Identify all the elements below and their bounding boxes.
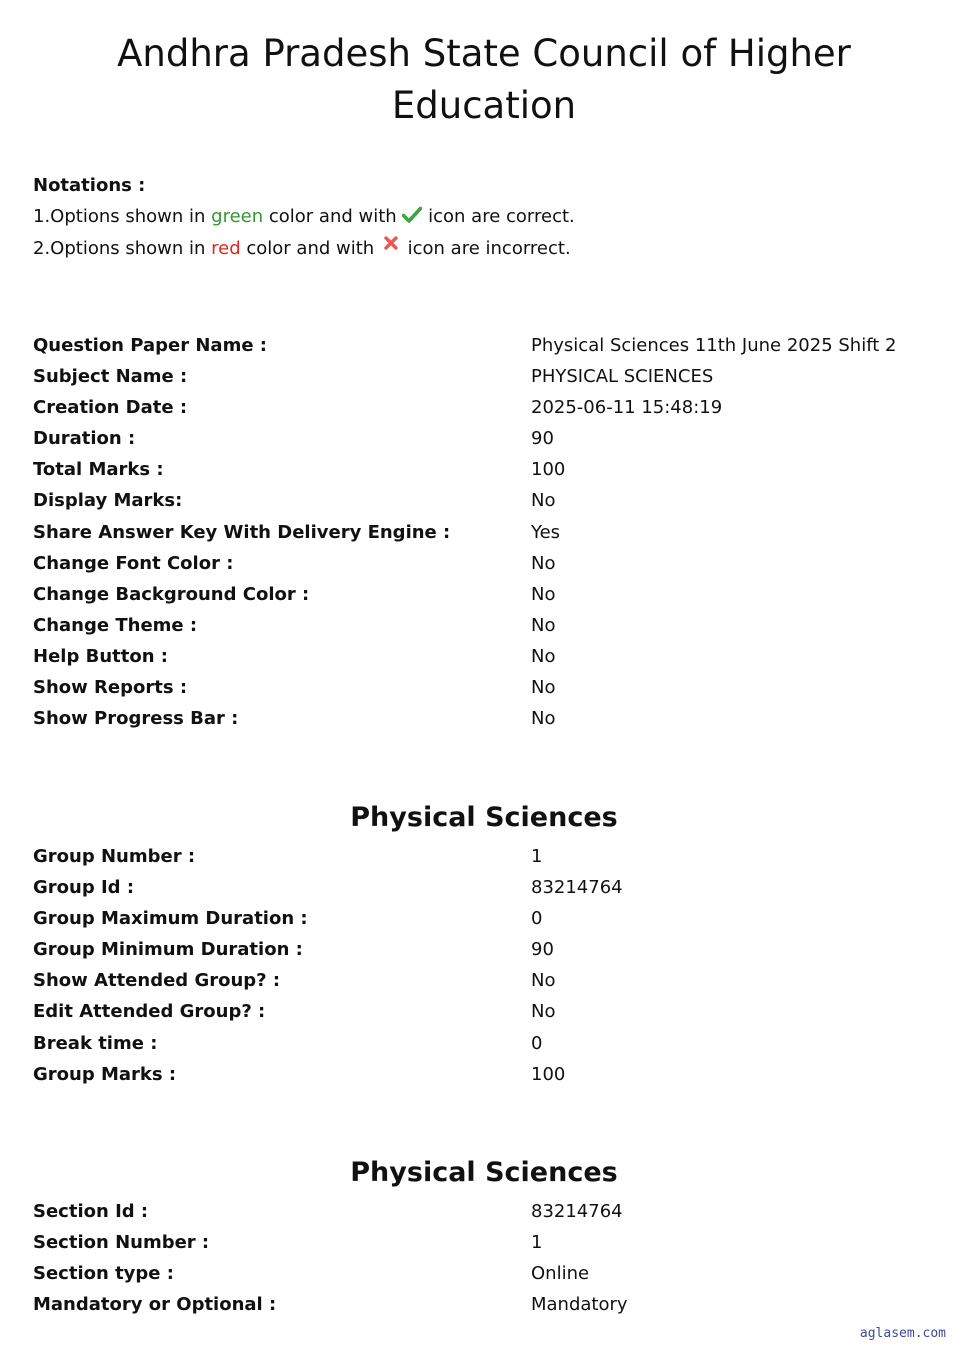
notation-incorrect-middle: color and with — [240, 238, 380, 259]
detail-value: Physical Sciences 11th June 2025 Shift 2 — [531, 335, 897, 356]
detail-row — [33, 934, 913, 965]
detail-value: No — [531, 1001, 556, 1023]
detail-label: Group Marks : — [33, 1063, 177, 1085]
detail-row — [33, 1196, 913, 1227]
notation-correct-prefix: 1.Options shown in — [33, 206, 212, 227]
notations-block — [33, 170, 575, 264]
section-title: Physical Sciences — [350, 1157, 618, 1188]
detail-label: Change Theme : — [33, 614, 198, 636]
detail-label: Edit Attended Group? : — [33, 1001, 266, 1023]
detail-value: 1 — [531, 846, 543, 867]
detail-value: No — [531, 583, 556, 605]
detail-value: PHYSICAL SCIENCES — [531, 366, 714, 388]
detail-label: Group Minimum Duration : — [33, 939, 303, 961]
detail-value: 83214764 — [531, 877, 623, 899]
detail-value: No — [531, 490, 556, 512]
detail-row — [33, 996, 913, 1027]
detail-row — [33, 517, 913, 548]
group-details — [33, 841, 913, 1090]
detail-row — [33, 423, 913, 454]
detail-value: 83214764 — [531, 1201, 623, 1222]
detail-label: Group Number : — [33, 846, 196, 867]
detail-label: Total Marks : — [33, 459, 164, 481]
detail-value: 0 — [531, 1032, 543, 1054]
check-icon — [402, 203, 422, 221]
notations-heading: Notations : — [33, 175, 146, 196]
detail-row — [33, 965, 913, 996]
detail-row — [33, 361, 913, 392]
detail-row — [33, 392, 913, 423]
notation-correct-suffix: icon are correct. — [422, 206, 575, 227]
notation-correct-middle: color and with — [263, 206, 403, 227]
detail-label: Share Answer Key With Delivery Engine : — [33, 521, 451, 543]
detail-value: Mandatory — [531, 1294, 628, 1316]
section-details — [33, 1196, 913, 1320]
detail-value: No — [531, 970, 556, 992]
detail-label: Mandatory or Optional : — [33, 1294, 277, 1316]
detail-row — [33, 485, 913, 516]
detail-row — [33, 1059, 913, 1090]
detail-row — [33, 903, 913, 934]
detail-row — [33, 672, 913, 703]
detail-row — [33, 330, 913, 361]
notation-incorrect-prefix: 2.Options shown in — [33, 238, 212, 259]
detail-label: Creation Date : — [33, 397, 188, 419]
detail-value: No — [531, 677, 556, 699]
green-color-word: green — [211, 206, 264, 227]
detail-label: Subject Name : — [33, 366, 188, 388]
detail-label: Group Maximum Duration : — [33, 908, 308, 930]
detail-row — [33, 610, 913, 641]
detail-value: Yes — [531, 521, 561, 543]
detail-label: Show Reports : — [33, 677, 188, 699]
detail-value: No — [531, 708, 556, 730]
detail-row — [33, 703, 913, 734]
detail-value: 2025-06-11 15:48:19 — [531, 397, 723, 419]
notation-incorrect-line — [33, 232, 575, 264]
detail-label: Help Button : — [33, 645, 168, 667]
detail-value: 0 — [531, 908, 543, 930]
detail-label: Duration : — [33, 428, 136, 450]
detail-row — [33, 1227, 913, 1258]
detail-row — [33, 841, 913, 872]
detail-value: Online — [531, 1263, 590, 1285]
detail-label: Section type : — [33, 1263, 174, 1285]
notation-incorrect-suffix: icon are incorrect. — [401, 238, 571, 259]
detail-label: Display Marks: — [33, 490, 183, 512]
detail-value: No — [531, 645, 556, 667]
detail-row — [33, 454, 913, 485]
detail-row — [33, 579, 913, 610]
detail-value: 90 — [531, 939, 554, 961]
detail-label: Show Progress Bar : — [33, 708, 239, 730]
detail-row — [33, 872, 913, 903]
detail-label: Question Paper Name : — [33, 335, 267, 356]
detail-value: 90 — [531, 428, 554, 450]
detail-value: No — [531, 552, 556, 574]
red-color-word: red — [211, 238, 241, 259]
detail-value: 1 — [531, 1232, 543, 1254]
detail-label: Change Font Color : — [33, 552, 234, 574]
detail-value: 100 — [531, 459, 566, 481]
notation-correct-line — [33, 201, 575, 232]
detail-value: No — [531, 614, 556, 636]
detail-row — [33, 1028, 913, 1059]
paper-details — [33, 330, 913, 734]
detail-row — [33, 1258, 913, 1289]
detail-row — [33, 641, 913, 672]
cross-icon — [380, 232, 402, 250]
detail-label: Break time : — [33, 1032, 158, 1054]
detail-row — [33, 1289, 913, 1320]
page-title: Andhra Pradesh State Council of Higher Education — [117, 32, 851, 127]
group-title: Physical Sciences — [350, 802, 618, 833]
detail-value: 100 — [531, 1063, 566, 1085]
watermark-text: aglasem.com — [859, 1326, 946, 1341]
detail-label: Section Number : — [33, 1232, 210, 1254]
detail-label: Show Attended Group? : — [33, 970, 281, 992]
detail-row — [33, 548, 913, 579]
detail-label: Section Id : — [33, 1201, 149, 1222]
detail-label: Group Id : — [33, 877, 135, 899]
detail-label: Change Background Color : — [33, 583, 310, 605]
